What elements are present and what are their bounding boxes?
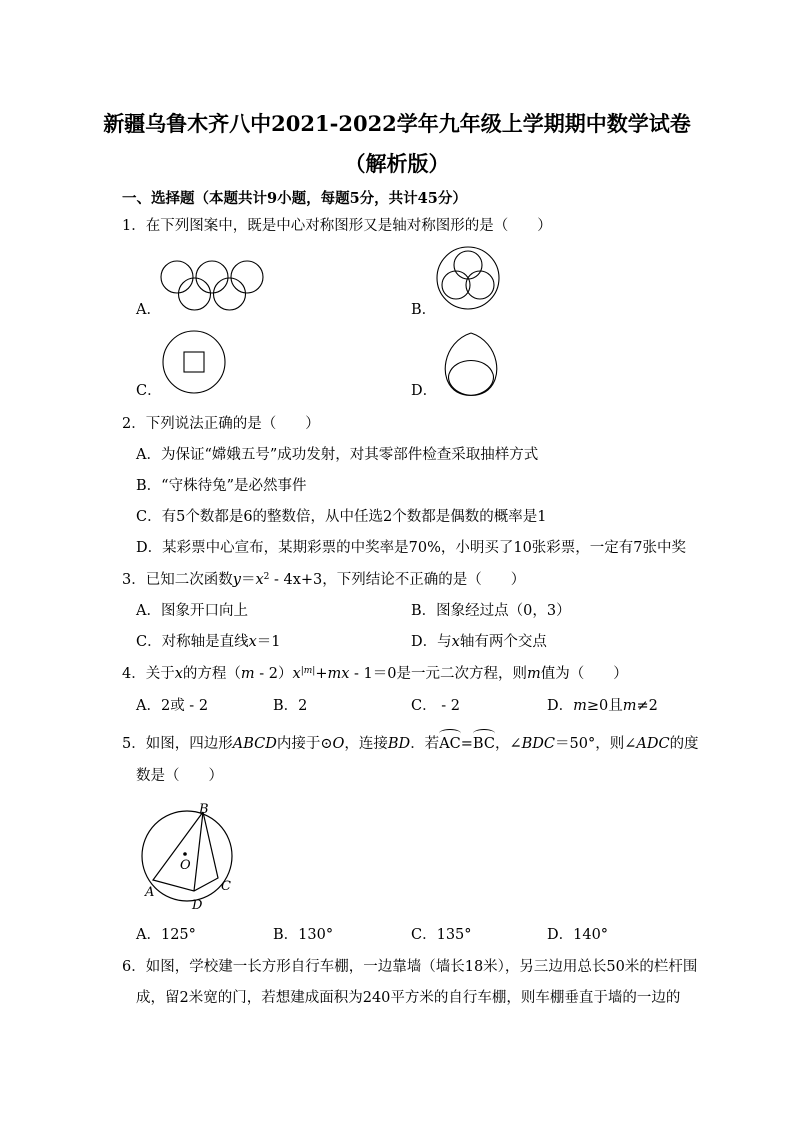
q1-option-a: A． xyxy=(136,302,161,318)
q4-option-c: C． - 2 xyxy=(411,698,460,714)
q5-label-o: O xyxy=(180,858,191,873)
title-line-1: 新疆乌鲁木齐八中2021-2022学年九年级上学期期中数学试卷 xyxy=(103,111,691,136)
q5-label-c: C xyxy=(221,879,231,894)
q4-option-a: A．2或 - 2 xyxy=(136,698,209,714)
q5-label-a: A xyxy=(145,885,155,900)
q5-stem-line-1: 5．如图，四边形ABCD内接于⊙O，连接BD．若AC=BC，∠BDC＝50°，则∠ADC的度 xyxy=(122,736,699,752)
q1-option-d: D． xyxy=(411,383,438,399)
q2-option-c: C．有5个数都是6的整数倍，从中任选2个数都是偶数的概率是1 xyxy=(136,509,547,525)
q3-option-c: C．对称轴是直线x＝1 xyxy=(136,634,281,650)
q1-figure-a-five-rings xyxy=(160,260,275,315)
q6-stem-line-1: 6．如图，学校建一长方形自行车棚，一边靠墙（墙长18米），另三边用总长50米的栏杆围 xyxy=(122,959,698,975)
q5-option-c: C．135° xyxy=(411,927,472,943)
q4-option-d: D．m≥0且m≠2 xyxy=(547,698,658,714)
q2-stem: 2．下列说法正确的是（ ） xyxy=(122,416,320,432)
section-heading: 一、选择题（本题共计9小题，每题5分，共计45分） xyxy=(122,190,467,207)
q4-option-b: B．2 xyxy=(273,698,308,714)
q1-figure-c-coin xyxy=(162,330,226,394)
q2-option-b: B．“守株待兔”是必然事件 xyxy=(136,478,307,494)
q5-stem-line-2: 数是（ ） xyxy=(136,768,223,784)
q3-stem: 3．已知二次函数$y=x^2 - 4x+3$，下列结论不正确的是（ ） xyxy=(122,572,526,588)
q2-option-d: D．某彩票中心宣布，某期彩票的中奖率是70%，小明买了10张彩票，一定有7张中奖 xyxy=(136,540,687,556)
q5-option-b: B．130° xyxy=(273,927,334,943)
q3-option-b: B．图象经过点（0，3） xyxy=(411,603,571,619)
q5-label-d: D xyxy=(192,898,203,913)
q3-option-a: A．图象开口向上 xyxy=(136,603,248,619)
q1-option-c: C． xyxy=(136,383,162,399)
q1-stem: 1．在下列图案中，既是中心对称图形又是轴对称图形的是（ ） xyxy=(122,218,552,234)
q6-stem-line-2: 成，留2米宽的门，若想建成面积为240平方米的自行车棚，则车棚垂直于墙的一边的 xyxy=(136,990,681,1006)
arc-bc: BC xyxy=(472,736,495,752)
q5-option-d: D．140° xyxy=(547,927,609,943)
q5-option-a: A．125° xyxy=(136,927,196,943)
q4-stem: 4．关于x的方程$(m - 2)x^{|m|}+mx - 1=0$是一元二次方程，则m值为（ ） xyxy=(122,666,628,682)
q3-option-d: D．与x轴有两个交点 xyxy=(411,634,547,650)
q1-figure-b-circle-arcs xyxy=(436,246,500,310)
q2-option-a: A．为保证“嫦娥五号”成功发射，对其零部件检查采取抽样方式 xyxy=(136,447,539,463)
q1-figure-d-triquetra xyxy=(435,330,507,398)
q1-option-b: B． xyxy=(411,302,437,318)
arc-ac: AC xyxy=(439,736,461,752)
title-line-2: （解析版） xyxy=(344,151,450,176)
q5-label-b: B xyxy=(199,802,209,817)
